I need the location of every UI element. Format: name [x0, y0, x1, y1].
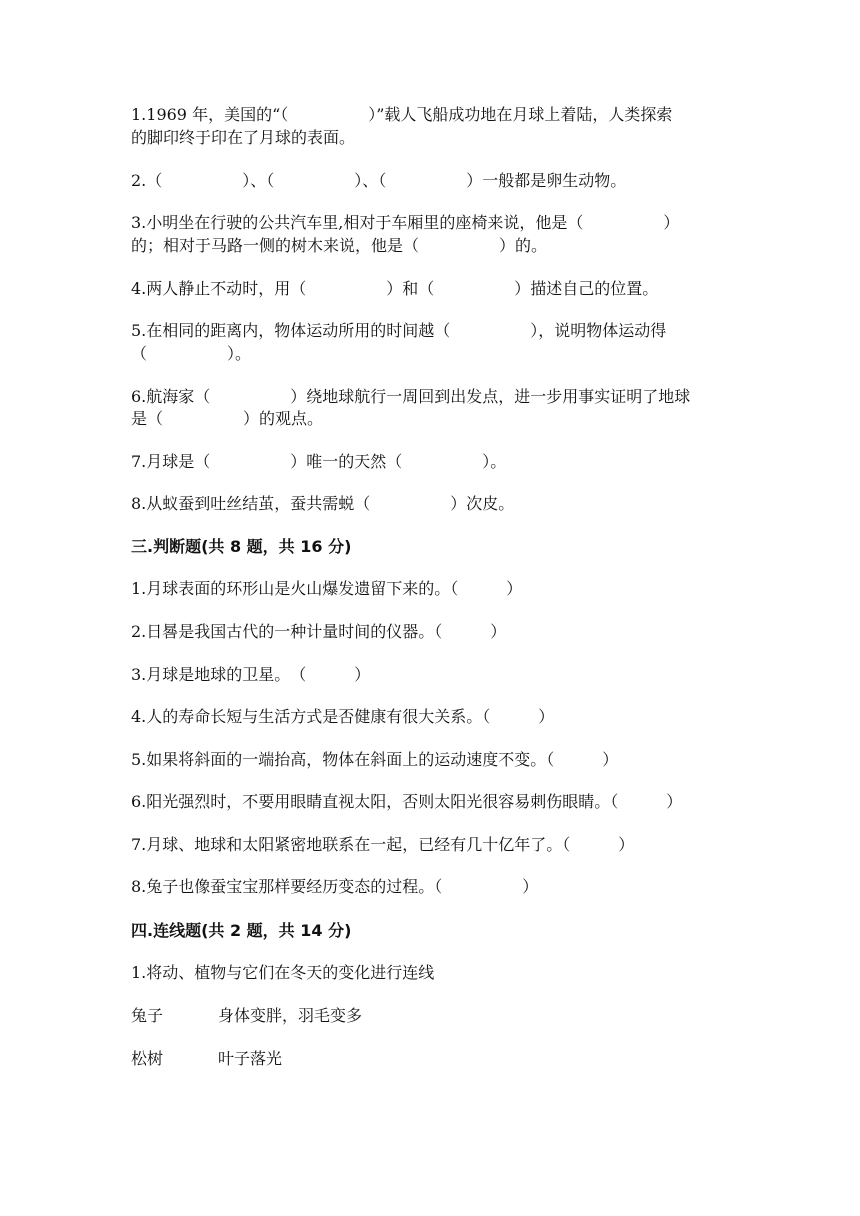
- section4-heading: 四.连线题(共 2 题，共 14 分): [131, 921, 352, 940]
- match-left-item: 兔子: [131, 1006, 164, 1025]
- fill-q5-line2: （ ）。: [131, 344, 252, 363]
- fill-q4: 4.两人静止不动时，用（ ）和（ ）描述自己的位置。: [131, 279, 659, 298]
- judge-item: 6.阳光强烈时，不要用眼睛直视太阳，否则太阳光很容易刺伤眼睛。（ ）: [131, 792, 683, 811]
- match-right-item: 叶子落光: [218, 1049, 283, 1068]
- judge-item: 1.月球表面的环形山是火山爆发遗留下来的。（ ）: [131, 579, 523, 598]
- fill-q2: 2.（ ）、（ ）、（ ）一般都是卵生动物。: [131, 171, 627, 190]
- judge-item: 7.月球、地球和太阳紧密地联系在一起，已经有几十亿年了。（ ）: [131, 835, 635, 854]
- match-right-item: 身体变胖，羽毛变多: [218, 1006, 363, 1025]
- fill-q1-line1: 1.1969 年，美国的“（ ）”载人飞船成功地在月球上着陆，人类探索: [131, 105, 673, 124]
- match-q1: 1.将动、植物与它们在冬天的变化进行连线: [131, 963, 435, 982]
- fill-q5-line1: 5.在相同的距离内，物体运动所用的时间越（ ），说明物体运动得: [131, 321, 667, 340]
- fill-q7: 7.月球是（ ）唯一的天然（ ）。: [131, 452, 507, 471]
- judge-item: 4.人的寿命长短与生活方式是否健康有很大关系。（ ）: [131, 707, 555, 726]
- judge-item: 2.日晷是我国古代的一种计量时间的仪器。（ ）: [131, 622, 507, 641]
- section3-heading: 三.判断题(共 8 题，共 16 分): [131, 537, 352, 556]
- judge-item: 8.兔子也像蚕宝宝那样要经历变态的过程。（ ）: [131, 877, 539, 896]
- judge-item: 5.如果将斜面的一端抬高，物体在斜面上的运动速度不变。（ ）: [131, 750, 619, 769]
- fill-q3-line2: 的；相对于马路一侧的树木来说，他是（ ）的。: [131, 236, 548, 255]
- fill-q6-line1: 6.航海家（ ）绕地球航行一周回到出发点，进一步用事实证明了地球: [131, 387, 691, 406]
- fill-q6-line2: 是（ ）的观点。: [131, 409, 324, 428]
- fill-q8: 8.从蚁蚕到吐丝结茧，蚕共需蜕（ ）次皮。: [131, 494, 515, 513]
- match-left-item: 松树: [131, 1049, 164, 1068]
- fill-q1-line2: 的脚印终于印在了月球的表面。: [131, 128, 356, 147]
- judge-item: 3.月球是地球的卫星。 （ ）: [131, 665, 371, 684]
- fill-q3-line1: 3.小明坐在行驶的公共汽车里,相对于车厢里的座椅来说，他是（ ）: [131, 213, 680, 232]
